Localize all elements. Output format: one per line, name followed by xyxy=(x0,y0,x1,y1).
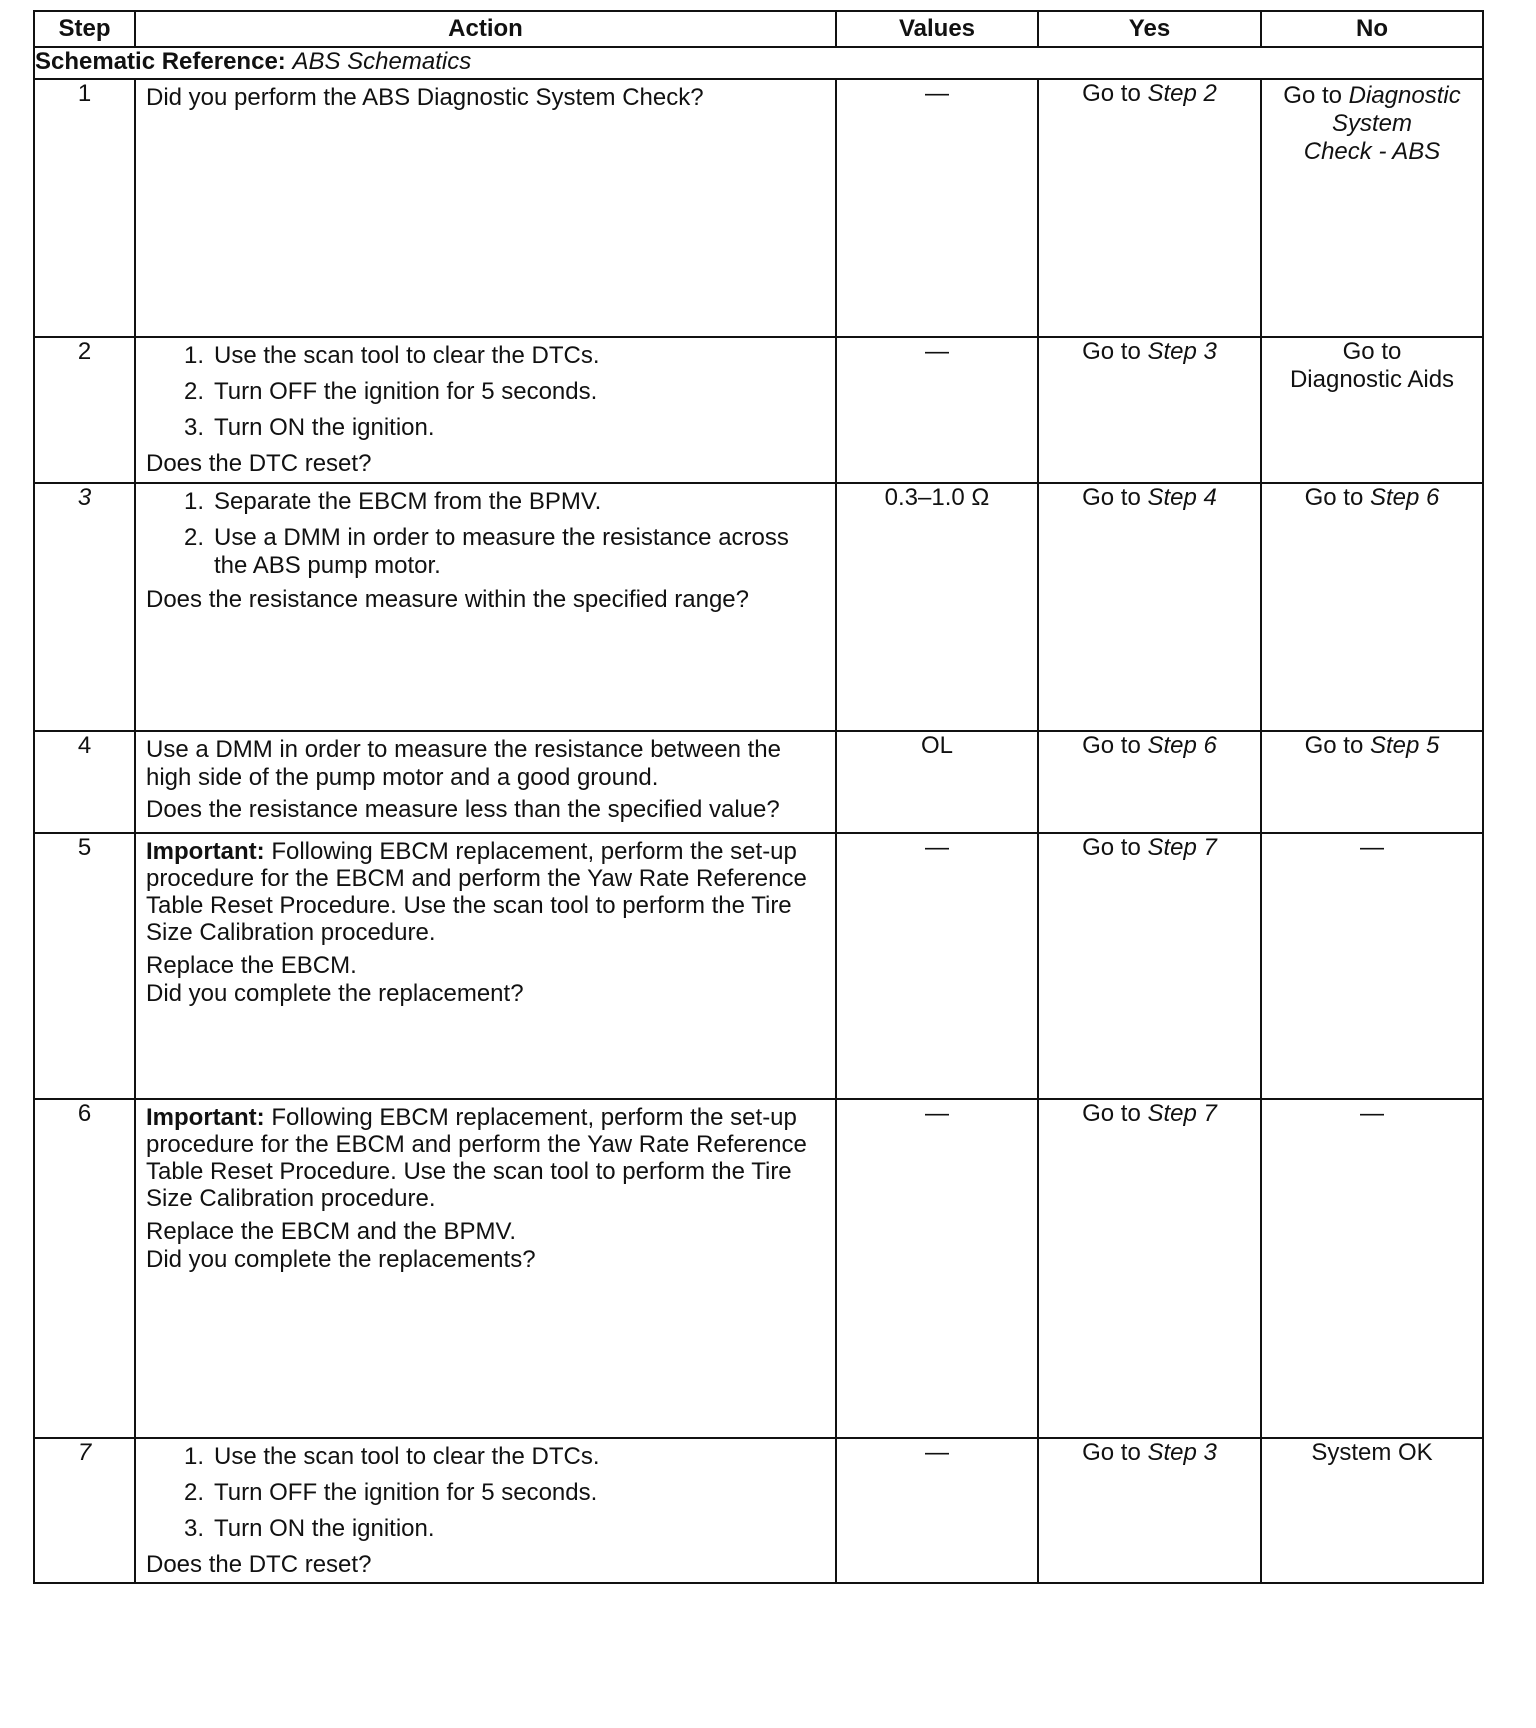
important-note xyxy=(146,1104,825,1212)
step-number: 1 xyxy=(34,79,135,337)
action-list xyxy=(146,524,825,586)
step-number: 3 xyxy=(34,483,135,731)
action-cell xyxy=(135,1099,836,1438)
no-ref-line-3: Check - ABS xyxy=(1303,138,1441,165)
header-values: Values xyxy=(836,11,1038,47)
action-question: Does the resistance measure less than the specified value? xyxy=(146,796,780,823)
yes-cell xyxy=(1038,79,1261,337)
list-item: 2. Use a DMM in order to measure the resistance across the ABS pump motor. xyxy=(183,524,789,579)
action-question: Did you complete the replacement? xyxy=(146,980,524,1007)
action-question: Does the resistance measure within the specified range? xyxy=(146,586,749,613)
table-row xyxy=(34,1438,1483,1583)
no-prefix: Go to xyxy=(1283,82,1342,109)
no-line-1: Go to xyxy=(1342,338,1402,365)
diagnostic-table xyxy=(33,10,1484,1584)
step-number: 4 xyxy=(34,731,135,833)
list-item: 3. Turn ON the ignition. xyxy=(183,1515,435,1542)
action-cell xyxy=(135,79,836,337)
action-list xyxy=(146,1443,825,1551)
yes-ref: Step 7 xyxy=(1147,1100,1217,1127)
header-row xyxy=(34,11,1483,47)
yes-cell xyxy=(1038,833,1261,1099)
yes-cell xyxy=(1038,1099,1261,1438)
header-action: Action xyxy=(135,11,836,47)
yes-prefix: Go to xyxy=(1082,484,1141,511)
action-cell xyxy=(135,731,836,833)
table-row xyxy=(34,1099,1483,1438)
header-step: Step xyxy=(34,11,135,47)
no-prefix: Go to xyxy=(1304,484,1364,511)
header-no: No xyxy=(1261,11,1483,47)
list-item: 1. Separate the EBCM from the BPMV. xyxy=(183,488,602,515)
header-yes: Yes xyxy=(1038,11,1261,47)
table-row xyxy=(34,337,1483,483)
action-list xyxy=(146,342,825,450)
step-number: 2 xyxy=(34,337,135,483)
no-ref-line-2: System xyxy=(1331,110,1412,137)
action-cell xyxy=(135,833,836,1099)
list-item: 3. Turn ON the ignition. xyxy=(183,414,435,441)
yes-prefix: Go to xyxy=(1082,834,1141,861)
important-text: Following EBCM replacement, perform the set-up procedure for the EBCM and perform the Yaw Rate Reference Table Reset Procedure. Use the scan tool to perform the Tire Size Calibration procedure. xyxy=(146,838,807,946)
no-cell xyxy=(1261,731,1483,833)
action-question: Did you complete the replacements? xyxy=(146,1246,536,1273)
action-question: Did you perform the ABS Diagnostic System Check? xyxy=(146,84,704,111)
action-instruction: Replace the EBCM and the BPMV. xyxy=(146,1218,516,1245)
action-question: Does the DTC reset? xyxy=(146,1551,372,1578)
table-row xyxy=(34,483,1483,731)
action-instruction: Replace the EBCM. xyxy=(146,952,357,979)
action-cell xyxy=(135,1438,836,1583)
list-item: 2. Turn OFF the ignition for 5 seconds. xyxy=(183,1479,598,1506)
important-note xyxy=(146,838,825,946)
no-ref-line-1: Diagnostic xyxy=(1348,82,1461,109)
list-item: 2. Turn OFF the ignition for 5 seconds. xyxy=(183,378,598,405)
schematic-row xyxy=(34,47,1483,79)
yes-ref: Step 7 xyxy=(1147,834,1217,861)
important-text: Following EBCM replacement, perform the set-up procedure for the EBCM and perform the Yaw Rate Reference Table Reset Procedure. Use the scan tool to perform the Tire Size Calibration procedure. xyxy=(146,1104,807,1212)
yes-cell xyxy=(1038,731,1261,833)
no-value: System OK xyxy=(1311,1439,1433,1466)
schematic-ref: ABS Schematics xyxy=(292,48,472,75)
no-cell xyxy=(1261,1099,1483,1438)
table-row xyxy=(34,833,1483,1099)
yes-ref: Step 3 xyxy=(1147,1439,1217,1466)
yes-ref: Step 6 xyxy=(1147,732,1217,759)
table-row xyxy=(34,731,1483,833)
no-cell xyxy=(1261,483,1483,731)
yes-ref: Step 3 xyxy=(1147,338,1217,365)
values-cell: — xyxy=(836,337,1038,483)
values-cell: — xyxy=(836,1438,1038,1583)
action-intro: Use a DMM in order to measure the resistance between the high side of the pump motor and a good ground. xyxy=(146,736,781,791)
yes-cell xyxy=(1038,483,1261,731)
no-cell xyxy=(1261,833,1483,1099)
action-cell xyxy=(135,483,836,731)
no-ref: Step 6 xyxy=(1369,484,1440,511)
yes-prefix: Go to xyxy=(1082,80,1141,107)
yes-ref: Step 4 xyxy=(1147,484,1217,511)
table-row xyxy=(34,79,1483,337)
yes-ref: Step 2 xyxy=(1147,80,1217,107)
action-list xyxy=(146,488,825,524)
yes-prefix: Go to xyxy=(1082,1100,1141,1127)
no-ref: Step 5 xyxy=(1369,732,1440,759)
no-cell xyxy=(1261,337,1483,483)
list-item: 1. Use the scan tool to clear the DTCs. xyxy=(183,342,600,369)
step-number: 5 xyxy=(34,833,135,1099)
action-question: Does the DTC reset? xyxy=(146,450,372,477)
schematic-reference xyxy=(34,47,1483,79)
values-cell: — xyxy=(836,79,1038,337)
no-cell xyxy=(1261,79,1483,337)
values-cell: OL xyxy=(836,731,1038,833)
list-item: 1. Use the scan tool to clear the DTCs. xyxy=(183,1443,600,1470)
yes-cell xyxy=(1038,337,1261,483)
yes-prefix: Go to xyxy=(1082,1439,1141,1466)
no-value: — xyxy=(1360,1100,1384,1127)
action-cell xyxy=(135,337,836,483)
no-cell xyxy=(1261,1438,1483,1583)
schematic-label: Schematic Reference: xyxy=(35,48,286,75)
values-cell: 0.3–1.0 Ω xyxy=(836,483,1038,731)
values-cell: — xyxy=(836,833,1038,1099)
important-label: Important: xyxy=(146,838,265,865)
no-value: — xyxy=(1360,834,1384,861)
no-prefix: Go to xyxy=(1304,732,1364,759)
yes-prefix: Go to xyxy=(1082,338,1141,365)
yes-prefix: Go to xyxy=(1082,732,1141,759)
no-line-2: Diagnostic Aids xyxy=(1289,366,1455,393)
important-label: Important: xyxy=(146,1104,265,1131)
values-cell: — xyxy=(836,1099,1038,1438)
step-number: 6 xyxy=(34,1099,135,1438)
yes-cell xyxy=(1038,1438,1261,1583)
step-number: 7 xyxy=(34,1438,135,1583)
